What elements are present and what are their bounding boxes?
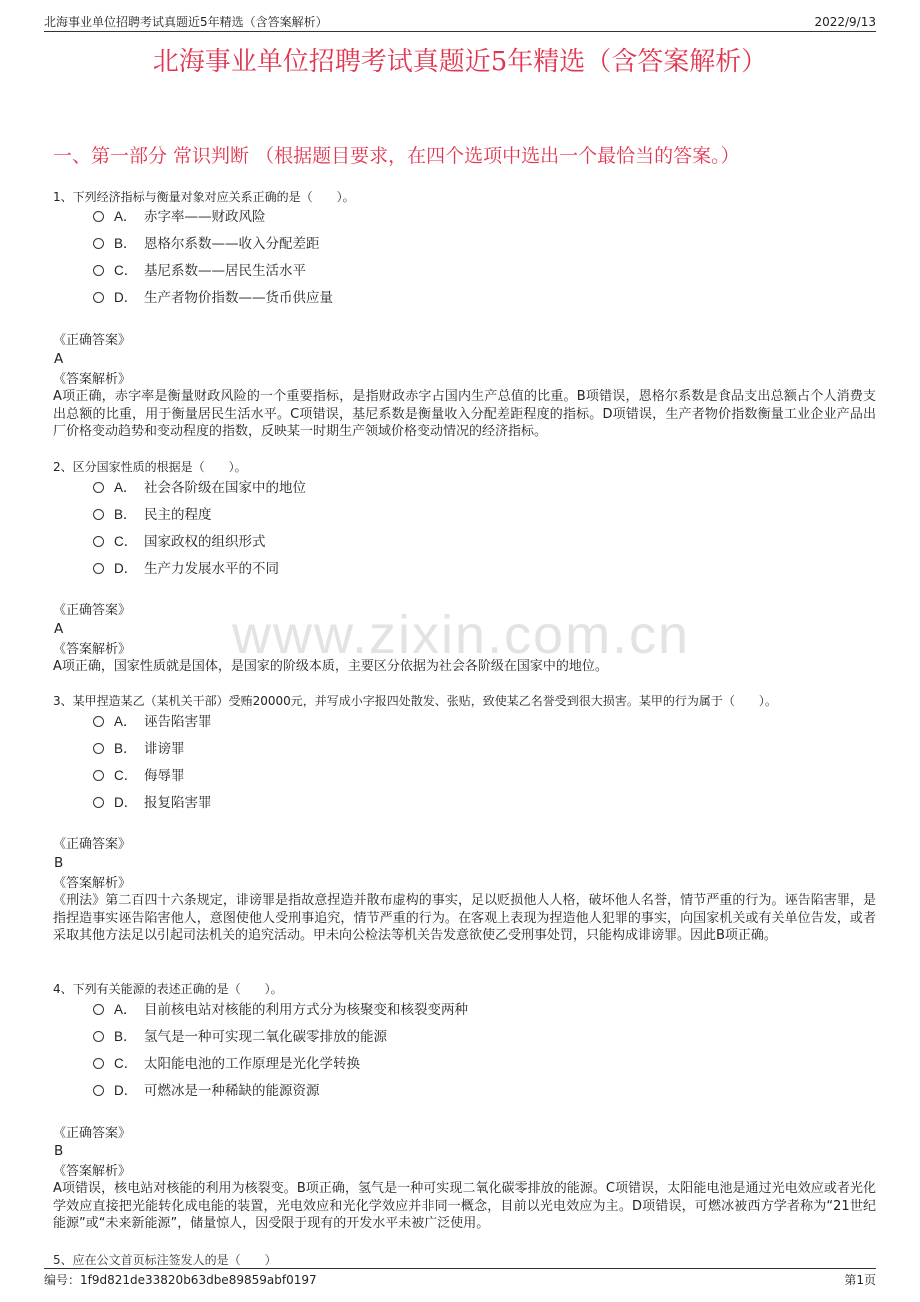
option-d[interactable]: D． 报复陷害罪 <box>93 793 212 813</box>
answer-label: 《正确答案》 <box>53 1126 132 1141</box>
correct-answer: A <box>54 621 64 637</box>
option-text: 民主的程度 <box>144 507 212 523</box>
option-c[interactable]: C． 国家政权的组织形式 <box>93 532 266 552</box>
answer-label: 《正确答案》 <box>53 837 132 852</box>
radio-icon[interactable] <box>93 563 104 574</box>
page-footer <box>44 1268 876 1289</box>
option-b[interactable]: B． 恩格尔系数——收入分配差距 <box>93 234 320 254</box>
radio-icon[interactable] <box>93 1085 104 1096</box>
radio-icon[interactable] <box>93 292 104 303</box>
radio-icon[interactable] <box>93 536 104 547</box>
section-heading: 一、第一部分 常识判断 （根据题目要求，在四个选项中选出一个最恰当的答案。） <box>53 145 740 167</box>
option-a[interactable]: A． 社会各阶级在国家中的地位 <box>93 478 306 498</box>
option-c[interactable]: C． 太阳能电池的工作原理是光化学转换 <box>93 1054 360 1074</box>
question-stem: 2、区分国家性质的根据是（ ）。 <box>53 460 247 474</box>
question-stem-truncated: 5、应在公文首页标注签发人的是（ ） <box>53 1253 277 1267</box>
footer-document-id: 编号：1f9d821de33820b63dbe89859abf0197 <box>44 1273 317 1287</box>
question-stem: 1、下列经济指标与衡量对象对应关系正确的是（ ）。 <box>53 190 355 204</box>
radio-icon[interactable] <box>93 265 104 276</box>
option-a[interactable]: A． 目前核电站对核能的利用方式分为核聚变和核裂变两种 <box>93 1000 468 1020</box>
question-block <box>53 692 876 943</box>
option-text: 恩格尔系数——收入分配差距 <box>144 236 320 252</box>
option-text: 侮辱罪 <box>144 768 185 784</box>
explanation-text: A项正确，赤字率是衡量财政风险的一个重要指标，是指财政赤字占国内生产总值的比重。B项错误，恩格尔系数是食品支出总额占个人消费支出总额的比重，用于衡量居民生活水平。C项错误，基尼系数是衡量收入分配差距程度的指标。D项错误，生产者物价指数衡量工业企业产品出厂价格变动趋势和变动程度的指数，反映某一时期生产领域价格变动情况的经济指标。 <box>53 389 876 439</box>
option-d[interactable]: D． 生产者物价指数——货币供应量 <box>93 288 333 308</box>
radio-icon[interactable] <box>93 482 104 493</box>
question-stem: 3、某甲捏造某乙（某机关干部）受贿20000元，并写成小字报四处散发、张贴，致使某乙名誉受到很大损害。某甲的行为属于（ ）。 <box>53 694 777 708</box>
option-d[interactable]: D． 生产力发展水平的不同 <box>93 559 279 579</box>
footer-page-number: 第1页 <box>844 1273 876 1287</box>
explanation-text: A项错误，核电站对核能的利用为核裂变。B项正确，氢气是一种可实现二氧化碳零排放的能源。C项错误，太阳能电池是通过光电效应或者光化学效应直接把光能转化成电能的装置，光电效应和光化学效应并非同一概念，目前以光电效应为主。D项错误，可燃冰被西方学者称为“21世纪能源”或“未来新能源”，储量惊人，因受限于现有的开发水平未被广泛使用。 <box>53 1181 876 1231</box>
question-stem: 4、下列有关能源的表述正确的是（ ）。 <box>53 982 283 996</box>
header-date: 2022/9/13 <box>814 15 876 29</box>
option-b[interactable]: B． 氢气是一种可实现二氧化碳零排放的能源 <box>93 1027 387 1047</box>
option-text: 社会各阶级在国家中的地位 <box>144 480 306 496</box>
explanation-text: A项正确，国家性质就是国体，是国家的阶级本质，主要区分依据为社会各阶级在国家中的地位。 <box>53 659 608 674</box>
correct-answer: B <box>54 1143 64 1159</box>
page-title: 北海事业单位招聘考试真题近5年精选（含答案解析） <box>152 47 768 77</box>
answer-label: 《正确答案》 <box>53 603 132 618</box>
radio-icon[interactable] <box>93 1058 104 1069</box>
option-text: 生产者物价指数——货币供应量 <box>144 290 333 306</box>
option-text: 诽谤罪 <box>144 741 185 757</box>
option-b[interactable]: B． 诽谤罪 <box>93 739 185 759</box>
option-text: 可燃冰是一种稀缺的能源资源 <box>144 1083 320 1099</box>
radio-icon[interactable] <box>93 238 104 249</box>
explanation-label: 《答案解析》 <box>53 372 132 387</box>
radio-icon[interactable] <box>93 1004 104 1015</box>
option-text: 目前核电站对核能的利用方式分为核聚变和核裂变两种 <box>144 1002 468 1018</box>
option-b[interactable]: B． 民主的程度 <box>93 505 212 525</box>
header-document-title: 北海事业单位招聘考试真题近5年精选（含答案解析） <box>44 15 328 29</box>
option-a[interactable]: A． 赤字率——财政风险 <box>93 207 266 227</box>
watermark: www.zixin.com.cn <box>232 605 691 665</box>
explanation-label: 《答案解析》 <box>53 1164 132 1179</box>
option-text: 诬告陷害罪 <box>144 714 212 730</box>
explanation-label: 《答案解析》 <box>53 876 132 891</box>
option-c[interactable]: C． 基尼系数——居民生活水平 <box>93 261 306 281</box>
option-text: 氢气是一种可实现二氧化碳零排放的能源 <box>144 1029 387 1045</box>
radio-icon[interactable] <box>93 716 104 727</box>
option-d[interactable]: D． 可燃冰是一种稀缺的能源资源 <box>93 1081 320 1101</box>
option-a[interactable]: A． 诬告陷害罪 <box>93 712 212 732</box>
option-text: 报复陷害罪 <box>144 795 212 811</box>
radio-icon[interactable] <box>93 211 104 222</box>
page-header <box>44 13 876 32</box>
option-text: 基尼系数——居民生活水平 <box>144 263 306 279</box>
radio-icon[interactable] <box>93 1031 104 1042</box>
question-block <box>53 980 876 1231</box>
option-text: 太阳能电池的工作原理是光化学转换 <box>144 1056 360 1072</box>
option-text: 国家政权的组织形式 <box>144 534 266 550</box>
radio-icon[interactable] <box>93 743 104 754</box>
correct-answer: B <box>54 855 64 871</box>
radio-icon[interactable] <box>93 770 104 781</box>
radio-icon[interactable] <box>93 509 104 520</box>
answer-label: 《正确答案》 <box>53 333 132 348</box>
question-block <box>53 188 876 439</box>
explanation-label: 《答案解析》 <box>53 642 132 657</box>
option-c[interactable]: C． 侮辱罪 <box>93 766 185 786</box>
radio-icon[interactable] <box>93 797 104 808</box>
option-text: 生产力发展水平的不同 <box>144 561 279 577</box>
option-text: 赤字率——财政风险 <box>144 209 266 225</box>
explanation-text: 《刑法》第二百四十六条规定，诽谤罪是指故意捏造并散布虚构的事实，足以贬损他人人格，破坏他人名誉，情节严重的行为。诬告陷害罪，是指捏造事实诬告陷害他人，意图使他人受刑事追究，情节严重的行为。在客观上表现为捏造他人犯罪的事实，向国家机关或有关单位告发，或者采取其他方法足以引起司法机关的追究活动。甲未向公检法等机关告发意欲使乙受刑事处罚，只能构成诽谤罪。因此B项正确。 <box>53 893 876 943</box>
correct-answer: A <box>54 351 64 367</box>
